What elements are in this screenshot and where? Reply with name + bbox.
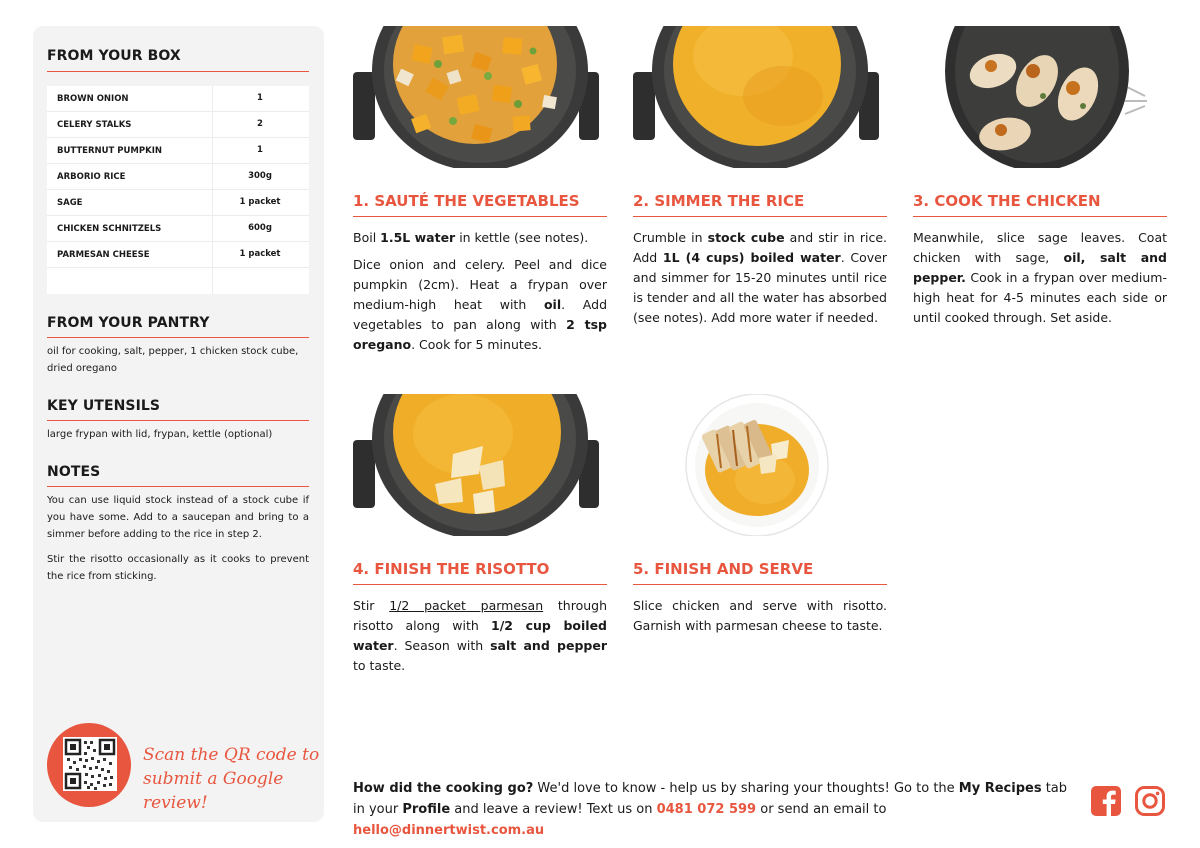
- heading-rule: [47, 420, 309, 421]
- step-rule: [353, 584, 607, 585]
- notes-heading: NOTES: [47, 464, 101, 480]
- sidebar: [33, 26, 324, 822]
- ingredient-qty: 1 packet: [239, 249, 281, 259]
- step-rule: [633, 216, 887, 217]
- instagram-icon[interactable]: [1134, 785, 1166, 817]
- ingredient-qty: 1 packet: [239, 197, 281, 207]
- note-1: You can use liquid stock instead of a stock cube if you have some. Add to a saucepan and bring to a simmer before adding to the rice in step 2.: [47, 495, 309, 540]
- step-1-instructions: Boil 1.5L water in kettle (see notes). Dice onion and celery. Peel and dice pumpkin (2cm). Heat a frypan over medium-high heat with oil. Add vegetables to pan along with 2 tsp oregano. Cook for 5 minutes.: [353, 230, 608, 352]
- email-link[interactable]: hello@dinnertwist.com.au: [353, 823, 545, 838]
- note-2: Stir the risotto occasionally as it cooks to prevent the rice from sticking.: [47, 554, 309, 582]
- heading-rule: [47, 337, 309, 338]
- table-row: [47, 190, 309, 216]
- heading-rule: [47, 71, 309, 72]
- ingredient-qty: 1: [257, 145, 263, 155]
- ingredients-table: [47, 86, 309, 294]
- ingredient-name: BUTTERNUT PUMPKIN: [57, 146, 162, 156]
- ingredient-name: SAGE: [57, 198, 83, 208]
- from-your-pantry-heading: FROM YOUR PANTRY: [47, 315, 210, 331]
- facebook-icon[interactable]: [1090, 785, 1122, 817]
- ingredient-name: CELERY STALKS: [57, 120, 132, 130]
- step-4-instructions: Stir 1/2 packet parmesan through risotto along with 1/2 cup boiled water. Season with salt and pepper to taste.: [353, 598, 607, 673]
- ingredient-qty: 2: [257, 119, 263, 129]
- step-5-photo: [633, 394, 887, 536]
- step-rule: [353, 216, 607, 217]
- ingredient-name: ARBORIO RICE: [57, 172, 126, 182]
- step-4-photo: [353, 394, 607, 536]
- qr-code-badge[interactable]: [47, 723, 131, 807]
- ingredient-qty: 1: [257, 93, 263, 103]
- pantry-text: oil for cooking, salt, pepper, 1 chicken stock cube, dried oregano: [47, 346, 299, 374]
- table-row: [47, 216, 309, 242]
- qr-code-icon[interactable]: [63, 737, 117, 791]
- step-3-photo: [913, 26, 1167, 168]
- footer-review-prompt: How did the cooking go? We'd love to know - help us by sharing your thoughts! Go to the My Recipes tab in your Profile and leave a review! Text us on 0481 072 599 or send an email to hello@dinnertwist.com.au: [353, 781, 1068, 838]
- ingredient-qty: 300g: [248, 171, 272, 181]
- table-row: [47, 112, 309, 138]
- step-2-photo: [633, 26, 887, 168]
- qr-caption: [143, 743, 324, 815]
- table-row: [47, 138, 309, 164]
- step-1-title: 1. SAUTÉ THE VEGETABLES: [353, 192, 580, 210]
- step-5-instructions: Slice chicken and serve with risotto. Garnish with parmesan cheese to taste.: [633, 598, 887, 633]
- step-5-title: 5. FINISH AND SERVE: [633, 560, 814, 578]
- step-3-title: 3. COOK THE CHICKEN: [913, 192, 1101, 210]
- table-row: [47, 86, 309, 112]
- table-row: [47, 242, 309, 268]
- qr-caption-line-1: Scan the QR code to: [143, 745, 320, 765]
- ingredient-name: CHICKEN SCHNITZELS: [57, 224, 162, 234]
- heading-rule: [47, 486, 309, 487]
- step-1-photo: [353, 26, 607, 168]
- step-rule: [633, 584, 887, 585]
- table-row: [47, 164, 309, 190]
- step-4-title: 4. FINISH THE RISOTTO: [353, 560, 550, 578]
- utensils-text: large frypan with lid, frypan, kettle (optional): [47, 429, 273, 440]
- step-3-instructions: Meanwhile, slice sage leaves. Coat chicken with sage, oil, salt and pepper. Cook in a frypan over medium-high heat for 4-5 minutes each side or until cooked through. Set aside.: [913, 230, 1167, 325]
- ingredient-qty: 600g: [248, 223, 272, 233]
- ingredient-name: BROWN ONION: [57, 94, 129, 104]
- qr-caption-line-2: submit a Google review!: [143, 769, 284, 813]
- step-rule: [913, 216, 1167, 217]
- step-2-title: 2. SIMMER THE RICE: [633, 192, 805, 210]
- step-2-instructions: Crumble in stock cube and stir in rice. Add 1L (4 cups) boiled water. Cover and simmer for 15-20 minutes until rice is tender and all the water has absorbed (see notes). Add more water if needed.: [633, 230, 888, 325]
- from-your-box-heading: FROM YOUR BOX: [47, 48, 181, 64]
- phone-link[interactable]: 0481 072 599: [656, 802, 757, 817]
- key-utensils-heading: KEY UTENSILS: [47, 398, 161, 414]
- ingredient-name: PARMESAN CHEESE: [57, 250, 150, 260]
